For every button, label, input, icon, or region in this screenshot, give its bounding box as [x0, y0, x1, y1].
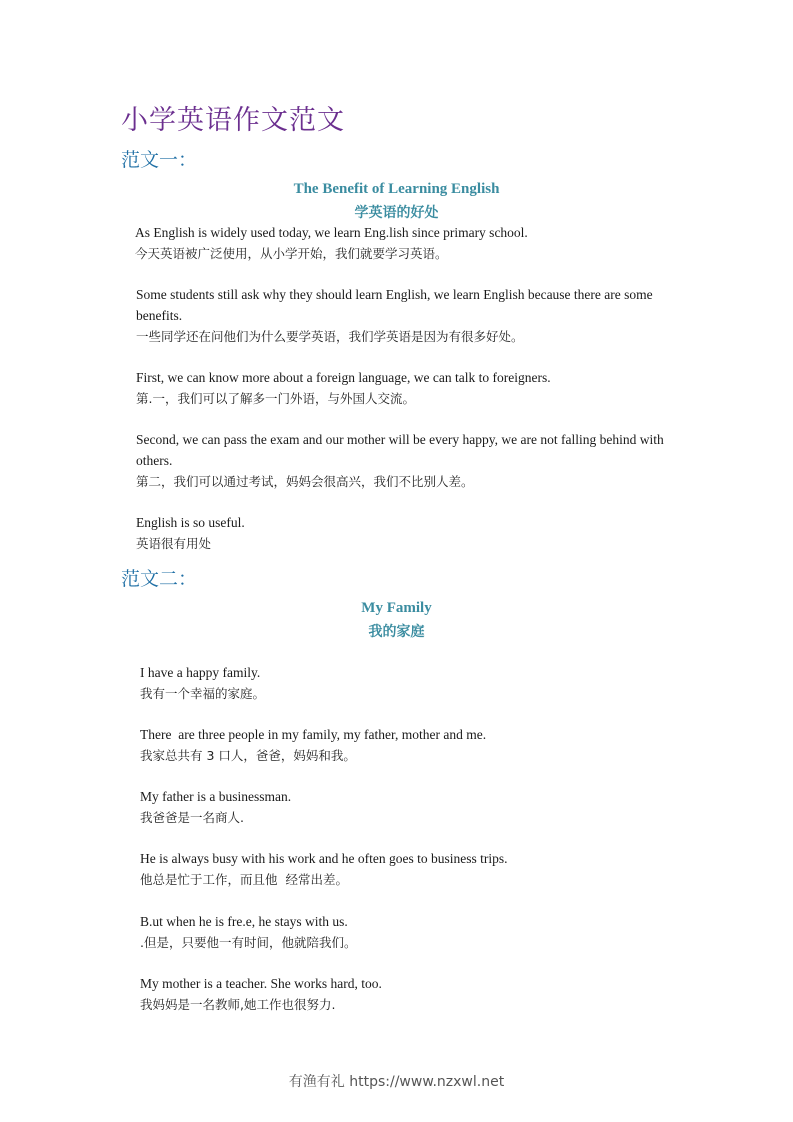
paragraph-chinese: 我有一个幸福的家庭。 — [140, 686, 266, 701]
paragraph-english: First, we can know more about a foreign language, we can talk to foreigners. — [136, 370, 551, 385]
paragraph — [140, 724, 670, 766]
essay-title-zh-1: 学英语的好处 — [354, 205, 439, 221]
paragraph — [135, 222, 665, 264]
page-title: 小学英语作文范文 — [121, 105, 345, 136]
paragraph-chinese: 第.一，我们可以了解多一门外语，与外国人交流。 — [136, 391, 415, 406]
paragraph-english: My mother is a teacher. She works hard, too. — [140, 976, 382, 991]
paragraph — [140, 911, 670, 953]
paragraph-chinese: 英语很有用处 — [136, 536, 212, 551]
paragraph — [136, 429, 666, 492]
paragraph-english: Some students still ask why they should learn English, we learn English because there are some benefits. — [136, 287, 653, 323]
paragraph-english: I have a happy family. — [140, 665, 261, 680]
paragraph — [140, 662, 670, 704]
paragraph-english: My father is a businessman. — [140, 789, 292, 804]
section-heading-1: 范文一： — [121, 149, 198, 171]
essay-title-en-1: The Benefit of Learning English — [293, 181, 500, 197]
section-heading-2: 范文二： — [121, 568, 198, 590]
paragraph-chinese: 我家总共有 3 口人，爸爸，妈妈和我。 — [140, 748, 356, 763]
paragraph — [136, 512, 666, 554]
paragraph-english: There are three people in my family, my father, mother and me. — [140, 727, 487, 742]
essay-title-zh-2: 我的家庭 — [368, 624, 425, 640]
paragraph-chinese: 我妈妈是一名教师,她工作也很努力. — [140, 997, 336, 1012]
paragraph — [140, 786, 670, 828]
paragraph-chinese: 他总是忙于工作，而且他 经常出差。 — [140, 872, 348, 887]
paragraph-english: As English is widely used today, we learn Eng.lish since primary school. — [135, 225, 528, 240]
paragraph — [136, 284, 666, 347]
paragraph-chinese: 一些同学还在问他们为什么要学英语，我们学英语是因为有很多好处。 — [136, 329, 524, 344]
paragraph-english: B.ut when he is fre.e, he stays with us. — [140, 914, 348, 929]
footer-watermark: 有渔有礼 https://www.nzxwl.net — [288, 1074, 505, 1090]
paragraph — [136, 367, 666, 409]
paragraph-english: English is so useful. — [136, 515, 245, 530]
paragraph-english: Second, we can pass the exam and our mother will be every happy, we are not falling behind with others. — [136, 432, 664, 468]
paragraph-english: He is always busy with his work and he often goes to business trips. — [140, 851, 508, 866]
paragraph-chinese: 今天英语被广泛使用，从小学开始，我们就要学习英语。 — [135, 246, 448, 261]
essay-title-en-2: My Family — [361, 600, 432, 616]
paragraph-chinese: 我爸爸是一名商人. — [140, 810, 244, 825]
paragraph-chinese: .但是，只要他一有时间，他就陪我们。 — [140, 935, 357, 950]
paragraph — [140, 973, 670, 1015]
paragraph — [140, 848, 670, 890]
paragraph-chinese: 第二，我们可以通过考试，妈妈会很高兴，我们不比别人差。 — [136, 474, 474, 489]
